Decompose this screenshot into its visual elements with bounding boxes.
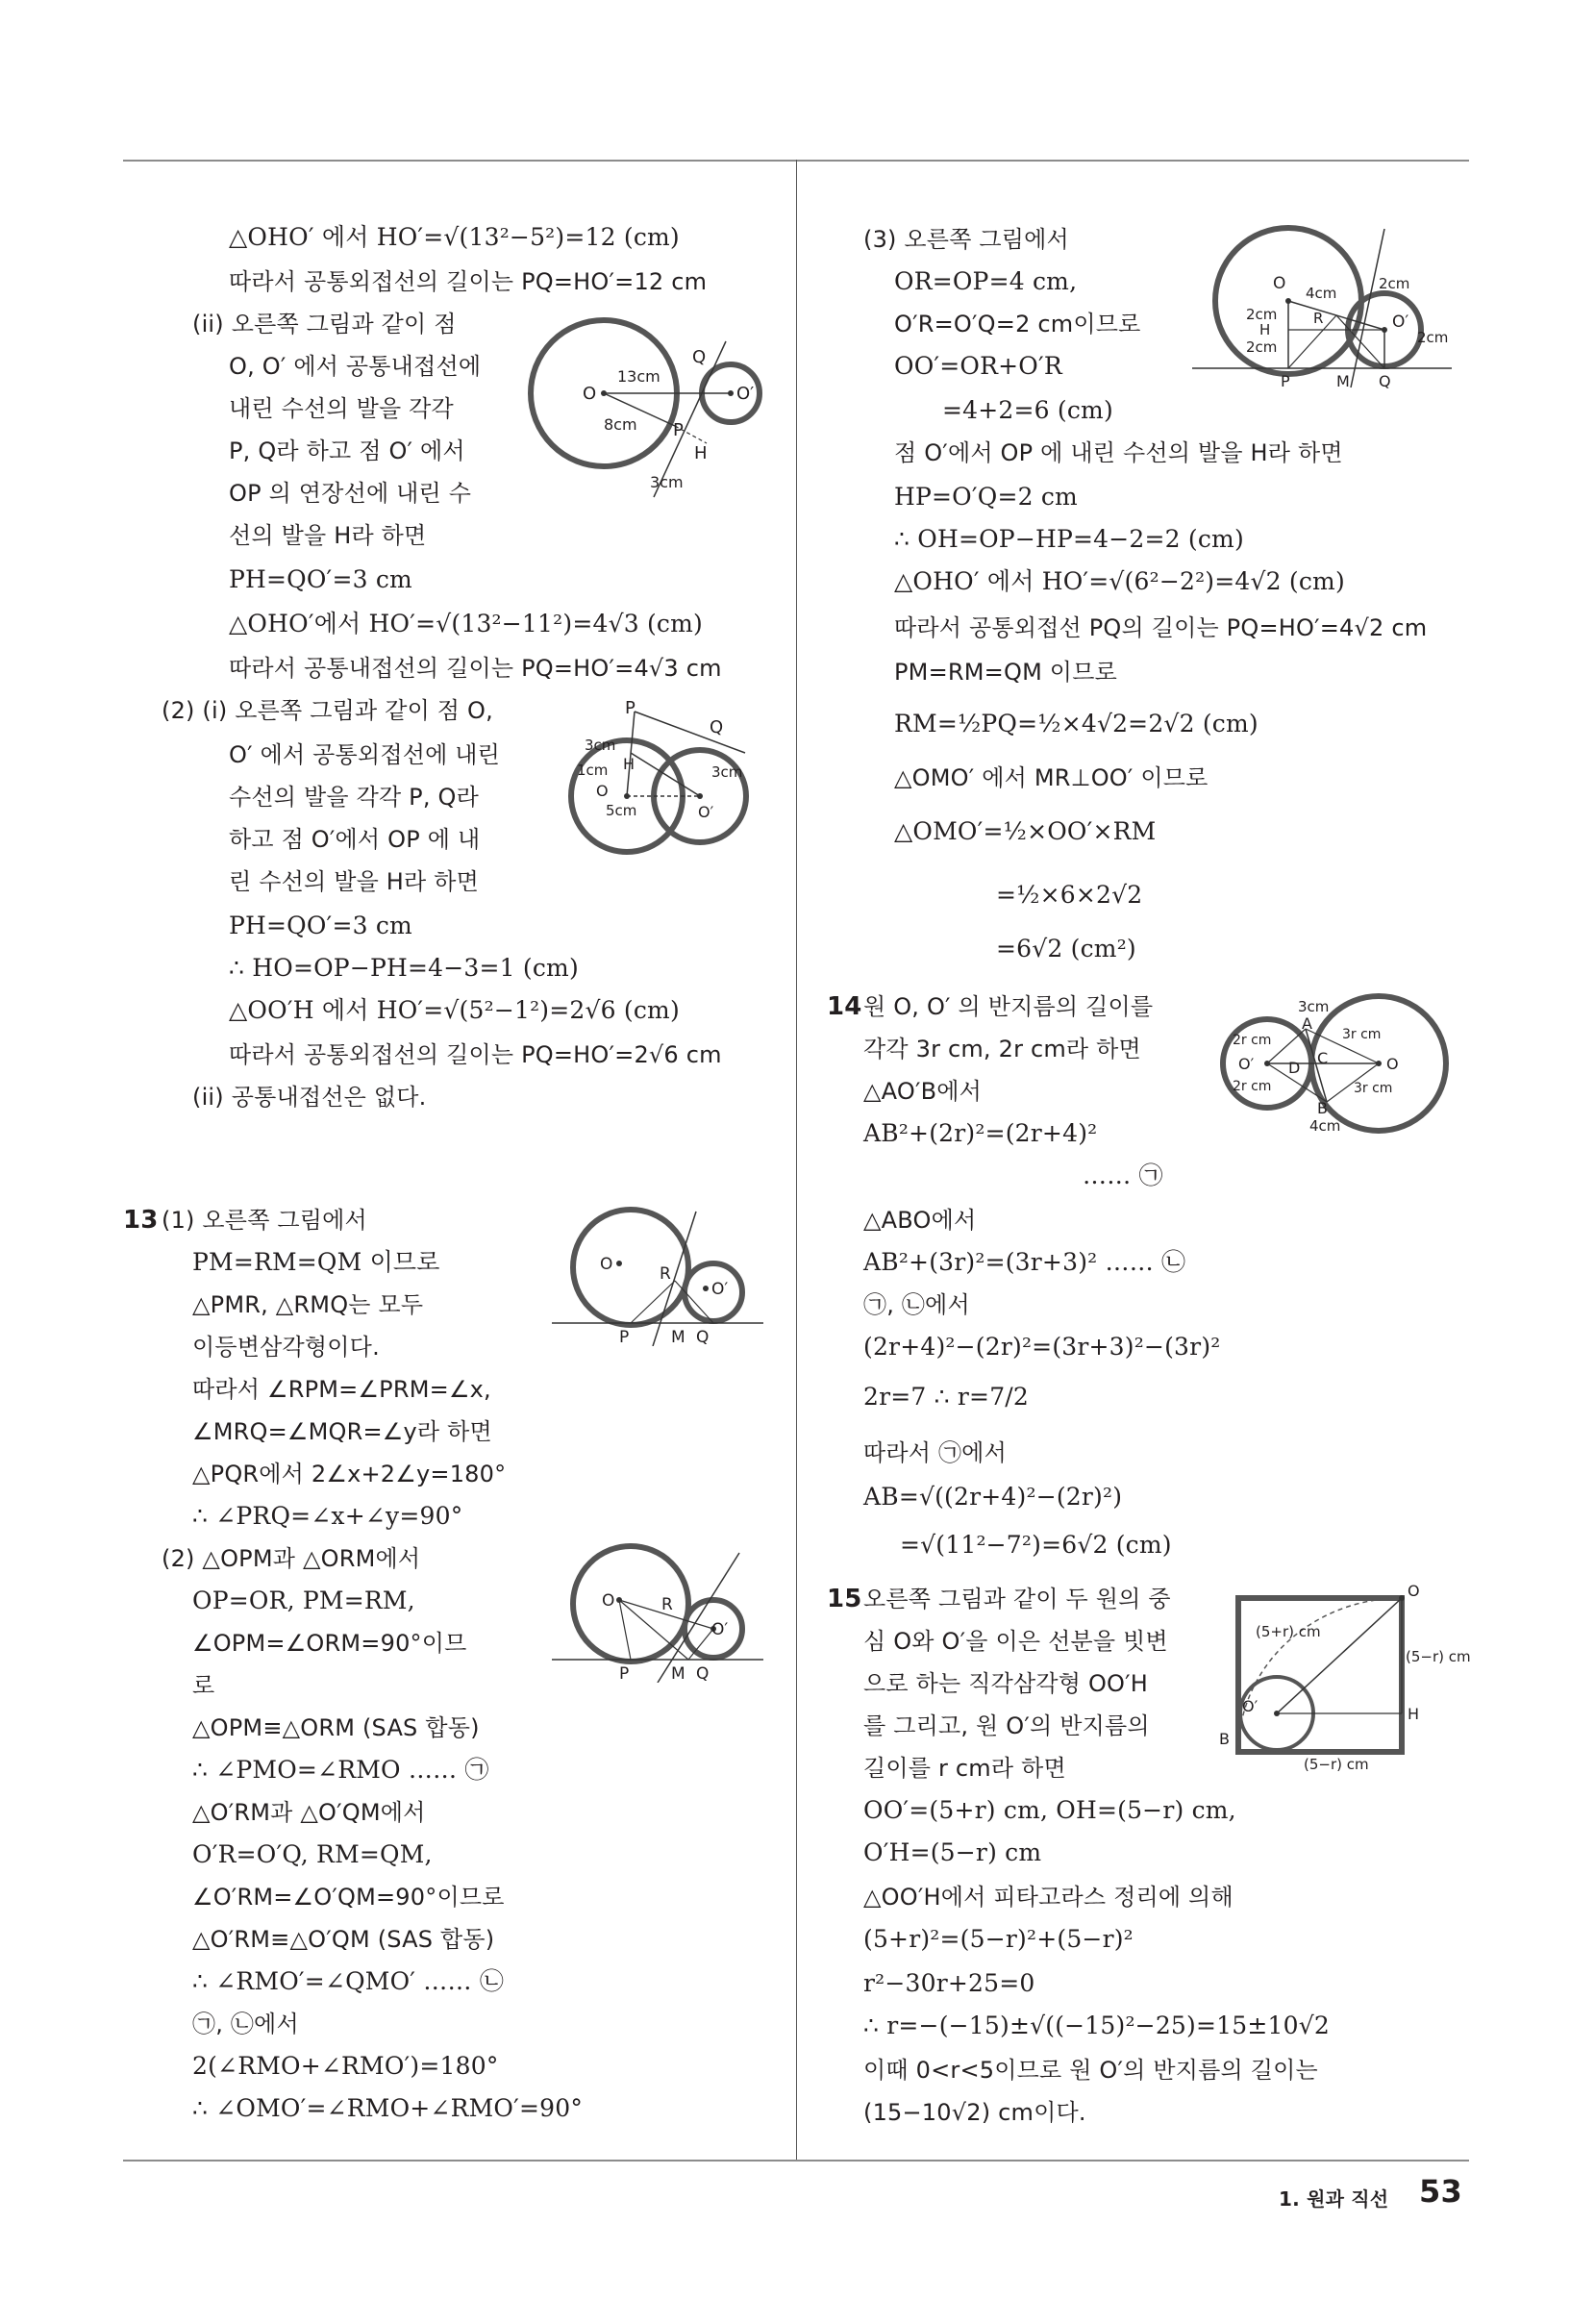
problem-number-14: 14: [827, 992, 862, 1021]
text-line: RM=½PQ=½×4√2=2√2 (cm): [894, 710, 1259, 737]
text-line: (ii) 공통내접선은 없다.: [192, 1084, 427, 1111]
fig-label: O: [596, 782, 609, 800]
text-line: 따라서 공통외접선의 길이는 PQ=HO′=12 cm: [229, 268, 708, 295]
text-line: △OHO′ 에서 HO′=√(13²−5²)=12 (cm): [229, 223, 680, 251]
fig-label: M: [671, 1664, 685, 1683]
fig-label: 3cm: [650, 473, 684, 491]
text-line: OP=OR, PM=RM,: [192, 1587, 415, 1614]
text-line: (5+r)²=(5−r)²+(5−r)²: [863, 1925, 1134, 1953]
text-line: =√(11²−7²)=6√2 (cm): [900, 1531, 1172, 1559]
text-line: ∴ ∠OMO′=∠RMO+∠RMO′=90°: [192, 2094, 584, 2122]
fig-label: B: [1317, 1099, 1328, 1117]
fig-label: O′: [711, 1280, 729, 1299]
text-line: 내린 수선의 발을 각각: [229, 395, 454, 422]
fig-label: 2r cm: [1233, 1079, 1272, 1094]
fig-label: P: [619, 1328, 630, 1346]
fig-label: 4cm: [1306, 285, 1337, 302]
text-line: ∠OPM=∠ORM=90°이므: [192, 1630, 467, 1657]
fig-label: O: [1273, 274, 1286, 293]
text-line: AB²+(2r)²=(2r+4)²: [863, 1119, 1098, 1147]
fig-label: C: [1317, 1049, 1329, 1067]
text-line: △AO′B에서: [863, 1078, 983, 1105]
fig-label: 2r cm: [1233, 1033, 1272, 1048]
text-line: (3) 오른쪽 그림에서: [863, 226, 1069, 253]
text-line: 길이를 r cm라 하면: [863, 1755, 1066, 1782]
text-line: P, Q라 하고 점 O′ 에서: [229, 437, 465, 464]
text-line: OR=OP=4 cm,: [894, 267, 1078, 295]
text-line: PM=RM=QM 이므로: [192, 1248, 440, 1276]
problem-number-13: 13: [123, 1206, 159, 1235]
fig-label: Q: [1379, 372, 1391, 390]
text-line: ㉠, ㉡에서: [192, 2011, 299, 2037]
fig-label: O′: [698, 803, 714, 821]
fig-label: 3cm: [1298, 998, 1330, 1015]
text-line: 2r=7 ∴ r=7/2: [863, 1383, 1030, 1411]
text-line: 따라서 공통외접선 PQ의 길이는 PQ=HO′=4√2 cm: [894, 614, 1428, 641]
fig-label: 3r cm: [1354, 1081, 1393, 1096]
text-line: 따라서 공통내접선의 길이는 PQ=HO′=4√3 cm: [229, 655, 722, 682]
fig-label: M: [1336, 372, 1350, 390]
figure-external-tangent-2: [567, 700, 769, 863]
fig-label: R: [660, 1264, 671, 1284]
text-line: AB=√((2r+4)²−(2r)²): [863, 1483, 1123, 1511]
fig-label: O′: [711, 1620, 729, 1639]
text-line: (2) (i) 오른쪽 그림과 같이 점 O,: [162, 697, 493, 724]
text-line: O′R=O′Q=2 cm이므로: [894, 311, 1141, 337]
text-line: ∴ r=−(−15)±√((−15)²−25)=15±10√2: [863, 2012, 1330, 2039]
fig-label: Q: [710, 717, 724, 737]
fig-label: 1cm: [577, 762, 609, 779]
fig-label: Q: [696, 1328, 710, 1346]
column-divider: [796, 160, 797, 2160]
text-line: ∴ ∠PRQ=∠x+∠y=90°: [192, 1502, 463, 1530]
fig-label: Q: [692, 347, 707, 367]
text-line: 각각 3r cm, 2r cm라 하면: [863, 1036, 1141, 1062]
text-line: 이등변삼각형이다.: [192, 1334, 380, 1361]
text-line: (ii) 오른쪽 그림과 같이 점: [192, 311, 457, 337]
text-line: △O′RM과 △O′QM에서: [192, 1799, 426, 1826]
text-line: 오른쪽 그림과 같이 두 원의 중: [863, 1586, 1171, 1612]
fig-label: 8cm: [604, 415, 637, 434]
text-line: PM=RM=QM 이므로: [894, 659, 1117, 686]
text-line: △O′RM≡△O′QM (SAS 합동): [192, 1926, 495, 1953]
fig-label: (5−r) cm: [1406, 1648, 1471, 1665]
text-line: 로: [192, 1672, 215, 1699]
text-line: 따라서 ㉠에서: [863, 1439, 1007, 1466]
fig-label: M: [671, 1328, 685, 1346]
fig-label: P: [673, 420, 684, 440]
fig-label: R: [661, 1595, 673, 1614]
text-line: OO′=OR+O′R: [894, 352, 1062, 380]
section-label: 1. 원과 직선: [1279, 2187, 1389, 2211]
text-line: 따라서 공통외접선의 길이는 PQ=HO′=2√6 cm: [229, 1041, 722, 1068]
text-line: △OHO′ 에서 HO′=√(6²−2²)=4√2 (cm): [894, 567, 1345, 595]
fig-label: O: [600, 1255, 613, 1274]
fig-label: H: [623, 755, 636, 773]
fig-label: O: [1408, 1582, 1420, 1600]
fig-label: 4cm: [1309, 1117, 1341, 1135]
fig-label: 2cm: [1379, 275, 1410, 292]
figure-13-1: [552, 1202, 773, 1346]
figure-14: [1209, 990, 1469, 1144]
text-line: 점 O′에서 OP 에 내린 수선의 발을 H라 하면: [894, 439, 1343, 466]
text-line: ∴ OH=OP−HP=4−2=2 (cm): [894, 525, 1244, 553]
text-line: 심 O와 O′을 이은 선분을 빗변: [863, 1628, 1168, 1655]
text-line: =6√2 (cm²): [996, 935, 1136, 962]
text-line: 린 수선의 발을 H라 하면: [229, 868, 480, 895]
text-line: 이때 0<r<5이므로 원 O′의 반지름의 길이는: [863, 2057, 1318, 2084]
fig-label: O′: [736, 384, 755, 404]
text-line: △OPM≡△ORM (SAS 합동): [192, 1714, 480, 1741]
text-line: (1) 오른쪽 그림에서: [162, 1207, 367, 1234]
text-line: OP 의 연장선에 내린 수: [229, 480, 472, 507]
fig-label: 3cm: [585, 737, 616, 754]
problem-number-15: 15: [827, 1585, 862, 1613]
fig-label: O′: [1392, 312, 1409, 332]
figure-15: [1215, 1579, 1475, 1771]
text-line: 수선의 발을 각각 P, Q라: [229, 784, 479, 811]
fig-label: 2cm: [1246, 306, 1278, 323]
text-line: =½×6×2√2: [996, 881, 1143, 909]
text-line: △OMO′ 에서 MR⊥OO′ 이므로: [894, 764, 1209, 791]
fig-label: 5cm: [606, 802, 637, 819]
fig-label: A: [1302, 1014, 1312, 1033]
text-line: O′R=O′Q, RM=QM,: [192, 1840, 433, 1868]
fig-label: H: [694, 443, 708, 463]
fig-label: P: [1281, 372, 1290, 390]
text-line: OO′=(5+r) cm, OH=(5−r) cm,: [863, 1796, 1236, 1824]
text-line: HP=O′Q=2 cm: [894, 483, 1078, 511]
fig-label: H: [1259, 321, 1271, 338]
fig-label: 3r cm: [1342, 1027, 1382, 1042]
text-line: (2) △OPM과 △ORM에서: [162, 1545, 421, 1572]
fig-label: P: [619, 1664, 630, 1683]
figure-external-tangent-3: [1192, 219, 1461, 392]
text-line: △OHO′에서 HO′=√(13²−11²)=4√3 (cm): [229, 610, 703, 637]
text-line: △OO′H 에서 HO′=√(5²−1²)=2√6 (cm): [229, 996, 680, 1024]
text-line: ∴ ∠PMO=∠RMO …… ㉠: [192, 1756, 489, 1784]
text-line: O′H=(5−r) cm: [863, 1838, 1042, 1866]
fig-label: B: [1219, 1730, 1230, 1748]
text-line: △ABO에서: [863, 1207, 977, 1234]
figure-internal-tangent-1: [519, 312, 779, 505]
fig-label: O: [602, 1591, 615, 1611]
text-line: =4+2=6 (cm): [942, 396, 1113, 424]
fig-label: 2cm: [1417, 329, 1449, 346]
text-line: …… ㉠: [1083, 1162, 1163, 1189]
text-line: 하고 점 O′에서 OP 에 내: [229, 826, 481, 853]
text-line: ∠O′RM=∠O′QM=90°이므로: [192, 1884, 505, 1911]
text-line: O′ 에서 공통외접선에 내린: [229, 741, 501, 768]
text-line: ㉠, ㉡에서: [863, 1291, 970, 1318]
text-line: AB²+(3r)²=(3r+3)² …… ㉡: [863, 1248, 1186, 1276]
text-line: PH=QO′=3 cm: [229, 912, 412, 939]
fig-label: 13cm: [617, 367, 660, 386]
text-line: 원 O, O′ 의 반지름의 길이를: [863, 993, 1154, 1020]
fig-label: O: [1386, 1055, 1399, 1073]
text-line: △OO′H에서 피타고라스 정리에 의해: [863, 1884, 1234, 1911]
fig-label: 2cm: [1246, 338, 1278, 356]
text-line: 따라서 ∠RPM=∠PRM=∠x,: [192, 1376, 491, 1403]
text-line: ∠MRQ=∠MQR=∠y라 하면: [192, 1418, 492, 1445]
fig-label: R: [1313, 310, 1324, 327]
fig-label: P: [625, 700, 636, 718]
fig-label: O: [583, 384, 597, 404]
fig-label: 3cm: [711, 763, 743, 781]
fig-label: Q: [696, 1664, 710, 1683]
text-line: (2r+4)²−(2r)²=(3r+3)²−(3r)²: [863, 1333, 1221, 1361]
text-line: 선의 발을 H라 하면: [229, 522, 427, 549]
text-line: r²−30r+25=0: [863, 1969, 1035, 1997]
text-line: ∴ HO=OP−PH=4−3=1 (cm): [229, 954, 579, 982]
fig-label: O′: [1242, 1697, 1259, 1715]
text-line: O, O′ 에서 공통내접선에: [229, 353, 482, 380]
fig-label: O′: [1238, 1055, 1255, 1073]
figure-13-2: [552, 1538, 773, 1683]
fig-label: (5+r) cm: [1256, 1623, 1321, 1640]
fig-label: (5−r) cm: [1304, 1756, 1369, 1771]
text-line: ∴ ∠RMO′=∠QMO′ …… ㉡: [192, 1967, 505, 1995]
bottom-rule: [123, 2160, 1469, 2162]
page-number: 53: [1419, 2173, 1462, 2210]
fig-label: D: [1288, 1059, 1301, 1077]
text-line: △PQR에서 2∠x+2∠y=180°: [192, 1461, 507, 1487]
text-line: △PMR, △RMQ는 모두: [192, 1291, 424, 1318]
text-line: PH=QO′=3 cm: [229, 565, 412, 593]
text-line: 2(∠RMO+∠RMO′)=180°: [192, 2052, 499, 2080]
text-line: △OMO′=½×OO′×RM: [894, 817, 1157, 845]
fig-label: H: [1408, 1705, 1420, 1723]
text-line: (15−10√2) cm이다.: [863, 2099, 1086, 2126]
text-line: 를 그리고, 원 O′의 반지름의: [863, 1712, 1150, 1739]
text-line: 으로 하는 직각삼각형 OO′H: [863, 1670, 1149, 1697]
